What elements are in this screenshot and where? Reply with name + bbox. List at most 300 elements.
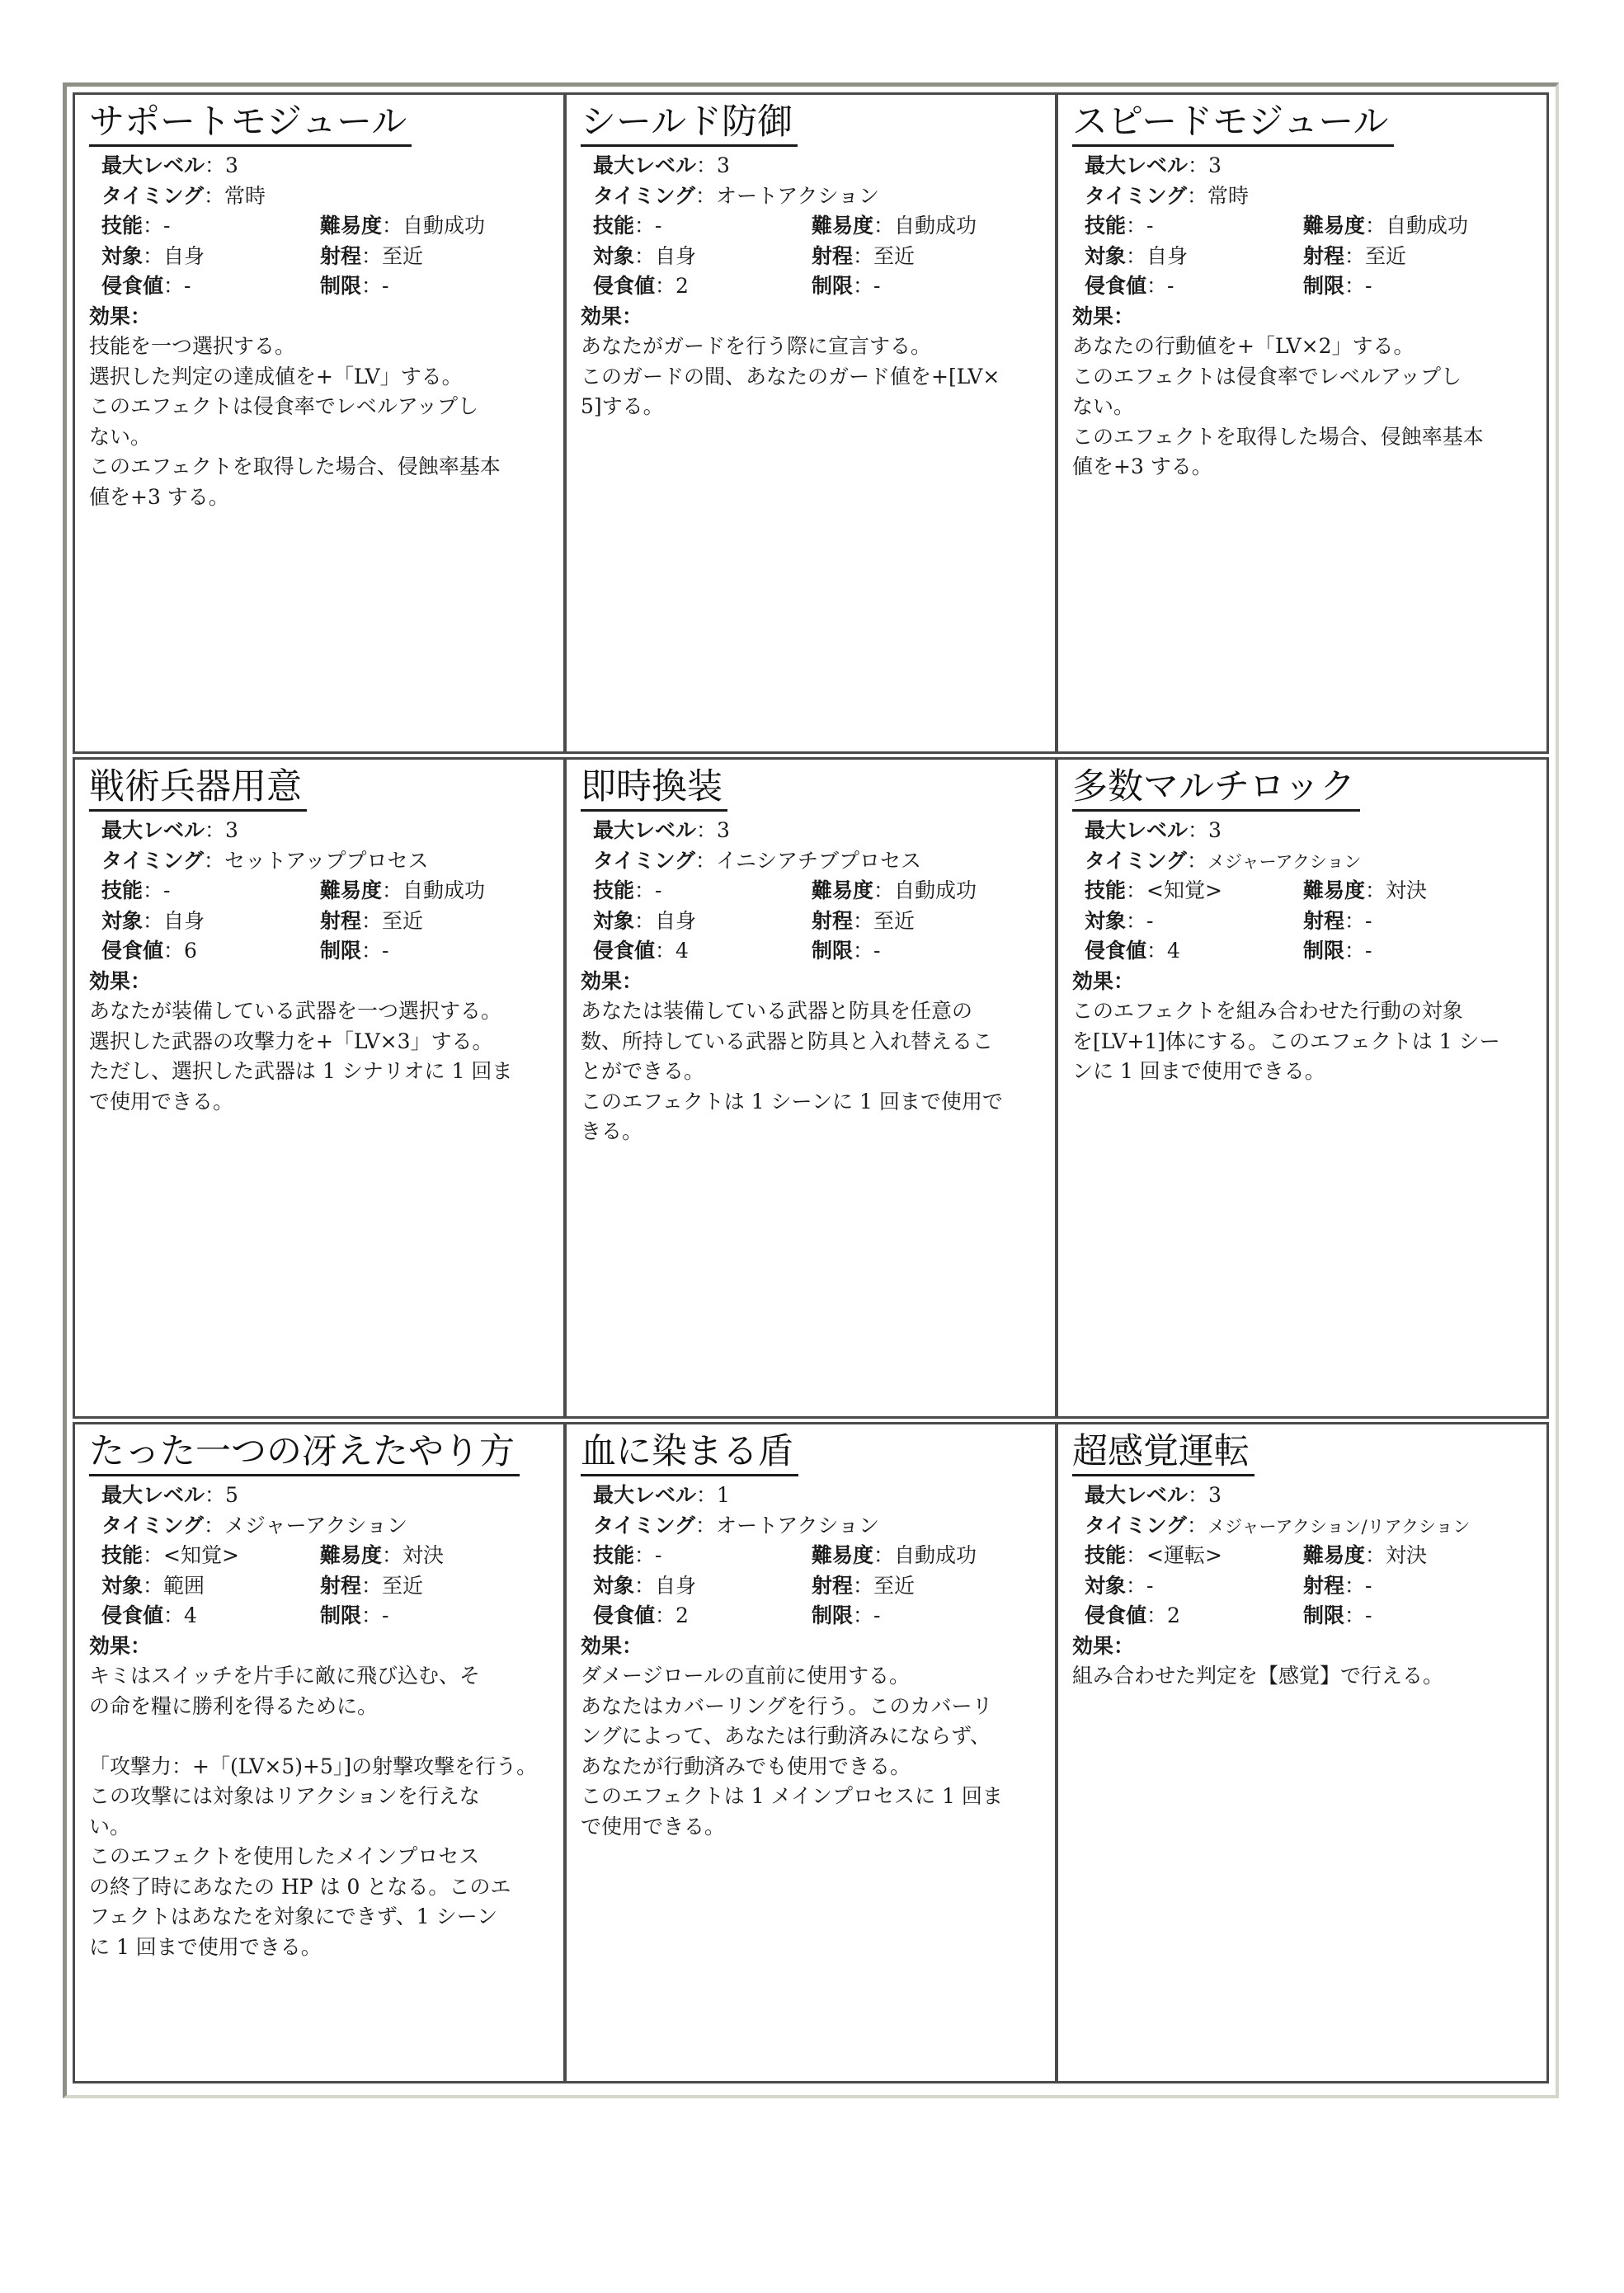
effect-line: 選択した武器の攻撃力を+「LV×3」する。 [89,1029,493,1053]
effect-line: 組み合わせた判定を【感覚】で行える。 [1072,1664,1444,1688]
range-value: 至近 [382,243,424,268]
difficulty-cell [812,1541,977,1571]
card-stats [101,151,547,302]
separator: ： [622,1634,643,1658]
skill-value: <運転> [1146,1543,1222,1567]
card-stats [101,816,547,967]
target-label: 対象 [593,1573,635,1598]
stat-row-timing [101,846,547,877]
separator: ： [1365,1543,1386,1567]
effect-card-7 [73,1422,566,2083]
stat-row-skill [101,211,547,242]
range-value: 至近 [873,908,916,933]
separator: ： [382,1543,403,1567]
erosion-value: 2 [675,1603,689,1627]
card-title: 超感覚運転 [1072,1429,1254,1476]
timing-label: タイミング [101,848,205,873]
max-level-value: 3 [717,818,730,842]
erosion-value: - [1167,274,1174,298]
target-label: 対象 [1085,243,1127,268]
separator: ： [1146,939,1168,963]
separator: ： [853,1573,874,1598]
stat-row-erosion [593,1601,1038,1631]
effect-line: の命を糧に勝利を得るために。 [89,1693,379,1718]
erosion-value: 4 [675,939,689,963]
separator: ： [696,153,718,177]
stat-row-erosion [1085,271,1530,302]
separator: ： [853,274,874,298]
erosion-value: 6 [184,939,197,963]
difficulty-cell [1303,876,1427,906]
range-cell [812,1571,915,1602]
stat-row-timing [593,181,1038,212]
separator: ： [204,183,225,208]
range-cell [812,906,915,937]
range-label: 射程 [812,1573,854,1598]
effect-line: このエフェクトを取得した場合、侵蝕率基本 [1072,424,1484,449]
effect-label-text: 効果 [581,304,623,328]
separator: ： [143,908,164,933]
card-title: シールド防御 [581,100,798,147]
max-level-value: 3 [1208,1483,1222,1507]
limit-label: 制限 [812,274,854,298]
separator: ： [853,1603,874,1627]
limit-value: - [1365,1603,1372,1627]
timing-label: タイミング [593,1513,696,1537]
separator: ： [853,939,874,963]
effect-label-text: 効果 [581,1634,623,1658]
target-label: 対象 [1085,908,1127,933]
skill-value: <知覚> [1146,878,1222,902]
effect-line: この攻撃には対象はリアクションを行えな [89,1784,480,1808]
separator: ： [622,969,643,993]
stat-row-max-level [1085,151,1530,181]
card-title: スピードモジュール [1072,100,1394,147]
separator: ： [695,183,717,208]
separator: ： [634,878,656,902]
limit-cell [1303,936,1372,967]
separator: ： [205,818,226,842]
stat-row-target [101,1571,547,1602]
max-level-value: 3 [225,153,238,177]
stat-row-max-level [101,816,547,846]
separator: ： [1365,214,1386,238]
skill-label: 技能 [101,878,144,902]
effect-line: フェクトはあなたを対象にできず、1 シーン [89,1905,498,1928]
difficulty-cell [320,1541,444,1571]
effect-line: で使用できる。 [89,1089,234,1114]
effect-label-text: 効果 [89,1634,131,1658]
effect-label [1072,967,1134,997]
range-cell [320,906,423,937]
effect-text [1072,332,1536,483]
timing-value: メジャーアクション/リアクション [1207,1516,1471,1537]
difficulty-label: 難易度 [320,878,383,902]
stat-row-target [101,242,547,272]
separator: ： [1187,183,1208,208]
erosion-label: 侵食値 [101,274,164,298]
separator: ： [634,214,656,238]
card-stats [593,1481,1038,1631]
effect-label [1072,1631,1134,1662]
separator: ： [873,1543,895,1567]
skill-label: 技能 [1085,214,1127,238]
target-label: 対象 [593,243,635,268]
separator: ： [163,1603,185,1627]
stat-row-target [1085,1571,1530,1602]
separator: ： [655,939,676,963]
difficulty-cell [812,876,977,906]
stat-row-skill [1085,211,1530,242]
separator: ： [1146,1603,1168,1627]
card-title: サポートモジュール [89,100,412,147]
effect-line: を[LV+1]体にする。このエフェクトは 1 シー [1072,1029,1500,1053]
separator: ： [1126,243,1147,268]
effect-label-text: 効果 [1072,1634,1114,1658]
separator: ： [361,1603,383,1627]
separator: ： [204,848,225,873]
timing-label: タイミング [1085,848,1188,873]
difficulty-cell [320,876,485,906]
separator: ： [1344,908,1366,933]
effect-line: ンに 1 回まで使用できる。 [1072,1059,1325,1083]
stat-row-timing [1085,1511,1530,1542]
range-label: 射程 [1303,908,1345,933]
separator: ： [130,304,152,328]
stat-row-target [593,906,1038,937]
range-cell [1303,906,1372,937]
limit-value: - [1365,939,1372,963]
stat-row-max-level [593,816,1038,846]
separator: ： [1187,848,1208,873]
limit-cell [812,1601,880,1631]
stat-row-erosion [101,1601,547,1631]
effect-label [581,967,643,997]
effect-card-3 [1056,92,1549,754]
card-title: 血に染まる盾 [581,1429,798,1476]
range-label: 射程 [1303,243,1345,268]
effect-line: 5]する。 [581,394,664,418]
range-value: 至近 [873,243,916,268]
limit-label: 制限 [812,1603,854,1627]
erosion-value: 4 [1167,939,1180,963]
timing-value: 常時 [224,183,266,208]
separator: ： [695,1513,717,1537]
max-level-value: 5 [225,1483,238,1507]
separator: ： [382,878,403,902]
effect-line: あなたは装備している武器と防具を任意の [581,999,973,1023]
difficulty-value: 自動成功 [402,214,486,238]
range-cell [320,1571,423,1602]
limit-label: 制限 [1303,939,1345,963]
limit-value: - [382,274,389,298]
effect-line: あなたがガードを行う際に宣言する。 [581,334,932,358]
target-value: - [1146,1573,1154,1598]
separator: ： [696,1483,718,1507]
target-value: 自身 [163,243,205,268]
separator: ： [361,908,383,933]
max-level-label: 最大レベル [593,818,697,842]
stat-row-timing [1085,181,1530,212]
limit-value: - [382,1603,389,1627]
stat-row-erosion [1085,1601,1530,1631]
limit-cell [320,936,388,967]
separator: ： [205,1483,226,1507]
range-label: 射程 [320,1573,362,1598]
separator: ： [1126,214,1147,238]
separator: ： [1344,1603,1366,1627]
limit-value: - [382,939,389,963]
effect-line: あなたはカバーリングを行う。このカバーリ [581,1693,993,1718]
effect-text [1072,1661,1536,1692]
skill-label: 技能 [1085,1543,1127,1567]
effect-line: あなたの行動値を+「LV×2」する。 [1072,334,1415,358]
max-level-label: 最大レベル [593,1483,697,1507]
effect-text [89,332,553,512]
limit-label: 制限 [1303,274,1345,298]
effect-label [89,1631,151,1662]
card-stats [1085,151,1530,302]
range-value: 至近 [1365,243,1407,268]
difficulty-label: 難易度 [1303,878,1366,902]
stat-row-erosion [1085,936,1530,967]
timing-value: イニシアチブプロセス [716,848,922,873]
max-level-value: 3 [225,818,238,842]
max-level-label: 最大レベル [1085,1483,1189,1507]
difficulty-cell [1303,211,1468,242]
timing-label: タイミング [593,183,696,208]
target-value: 自身 [655,243,697,268]
effect-line: い。 [89,1814,131,1839]
difficulty-cell [812,211,977,242]
separator: ： [1188,818,1209,842]
erosion-value: - [184,274,191,298]
separator: ： [382,214,403,238]
card-title: 多数マルチロック [1072,765,1360,812]
effect-label [89,967,151,997]
separator: ： [361,274,383,298]
timing-value: 常時 [1207,183,1250,208]
max-level-value: 3 [717,153,730,177]
separator: ： [696,818,718,842]
limit-cell [812,936,880,967]
stat-row-erosion [101,271,547,302]
effect-line: 値を+3 する。 [89,484,229,509]
stat-row-max-level [1085,816,1530,846]
card-title: 戦術兵器用意 [89,765,307,812]
card-sheet [63,82,1559,2098]
effect-card-8 [564,1422,1057,2083]
limit-value: - [873,274,881,298]
card-title: たった一つの冴えたやり方 [89,1429,520,1476]
effect-card-5 [564,757,1057,1419]
separator: ： [1188,153,1209,177]
range-label: 射程 [1303,1573,1345,1598]
card-title: 即時換装 [581,765,727,812]
card-stats [101,1481,547,1631]
separator: ： [130,969,152,993]
skill-value: - [655,878,662,902]
max-level-value: 1 [717,1483,730,1507]
effect-text [581,996,1044,1147]
separator: ： [1187,1513,1208,1537]
stat-row-timing [593,846,1038,877]
effect-line: このエフェクトを取得した場合、侵蝕率基本 [89,454,501,478]
separator: ： [1188,1483,1209,1507]
separator: ： [143,1543,164,1567]
effect-line: 数、所持している武器と防具と入れ替えるこ [581,1029,994,1053]
limit-value: - [873,939,881,963]
range-label: 射程 [320,243,362,268]
card-stats [1085,816,1530,967]
max-level-label: 最大レベル [101,1483,205,1507]
max-level-label: 最大レベル [101,153,205,177]
effect-line: このガードの間、あなたのガード値を+[LV× [581,364,1000,388]
separator: ： [1126,1543,1147,1567]
card-stats [593,151,1038,302]
skill-label: 技能 [593,878,635,902]
separator: ： [143,1573,164,1598]
max-level-label: 最大レベル [1085,153,1189,177]
erosion-label: 侵食値 [593,274,656,298]
effect-label-text: 効果 [89,969,131,993]
target-label: 対象 [101,243,144,268]
target-value: - [1146,908,1154,933]
effect-line: このエフェクトを組み合わせた行動の対象 [1072,999,1463,1023]
difficulty-cell [320,211,485,242]
limit-cell [1303,271,1372,302]
target-label: 対象 [1085,1573,1127,1598]
effect-line: ない。 [1072,394,1135,418]
timing-value: メジャーアクション [1207,851,1362,872]
separator: ： [143,878,164,902]
target-value: 自身 [655,1573,697,1598]
skill-label: 技能 [1085,878,1127,902]
effect-card-9 [1056,1422,1549,2083]
stat-row-max-level [101,151,547,181]
range-value: 至近 [382,908,424,933]
stat-row-timing [101,181,547,212]
erosion-label: 侵食値 [1085,1603,1147,1627]
separator: ： [873,878,895,902]
skill-label: 技能 [593,214,635,238]
stat-row-timing [1085,846,1530,877]
card-stats [1085,1481,1530,1631]
effect-text [581,332,1044,422]
effect-text [89,1661,553,1962]
limit-cell [812,271,880,302]
difficulty-label: 難易度 [812,214,874,238]
separator: ： [1344,243,1366,268]
effect-text [1072,996,1536,1087]
separator: ： [204,1513,225,1537]
effect-card-6 [1056,757,1549,1419]
separator: ： [1146,274,1168,298]
range-cell [812,242,915,272]
limit-cell [1303,1601,1372,1631]
effect-line: ただし、選択した武器は 1 シナリオに 1 回ま [89,1059,513,1083]
target-label: 対象 [101,1573,144,1598]
erosion-value: 2 [675,274,689,298]
separator: ： [1344,274,1366,298]
erosion-label: 侵食値 [593,939,656,963]
max-level-label: 最大レベル [1085,818,1189,842]
separator: ： [163,939,185,963]
max-level-label: 最大レベル [593,153,697,177]
difficulty-value: 自動成功 [894,214,977,238]
limit-value: - [1365,274,1372,298]
stat-row-max-level [1085,1481,1530,1511]
stat-row-target [593,1571,1038,1602]
stat-row-erosion [593,936,1038,967]
stat-row-skill [593,876,1038,906]
erosion-label: 侵食値 [593,1603,656,1627]
separator: ： [853,908,874,933]
separator: ： [1126,878,1147,902]
effect-label-text: 効果 [581,969,623,993]
effect-line: キミはスイッチを片手に敵に飛び込む、そ [89,1664,481,1688]
effect-label [581,1631,643,1662]
stat-row-target [101,906,547,937]
separator: ： [1344,939,1366,963]
target-label: 対象 [593,908,635,933]
effect-line: このエフェクトは 1 メインプロセスに 1 回ま [581,1784,1003,1808]
skill-value: <知覚> [163,1543,239,1567]
effect-line: ない。 [89,424,152,449]
timing-value: オートアクション [716,1513,880,1537]
stat-row-max-level [101,1481,547,1511]
erosion-label: 侵食値 [101,939,164,963]
separator: ： [143,214,164,238]
separator: ： [361,1573,383,1598]
difficulty-value: 対決 [402,1543,445,1567]
effect-card-2 [564,92,1057,754]
difficulty-value: 自動成功 [894,1543,977,1567]
effect-line: ダメージロールの直前に使用する。 [581,1664,911,1688]
stat-row-target [1085,242,1530,272]
difficulty-label: 難易度 [812,878,874,902]
skill-value: - [1146,214,1154,238]
skill-label: 技能 [593,1543,635,1567]
stat-row-target [593,242,1038,272]
stat-row-timing [101,1511,547,1542]
erosion-value: 2 [1167,1603,1180,1627]
difficulty-label: 難易度 [320,1543,383,1567]
skill-label: 技能 [101,214,144,238]
separator: ： [1365,878,1386,902]
separator: ： [1113,969,1135,993]
target-value: 自身 [655,908,697,933]
effect-line: あなたが行動済みでも使用できる。 [581,1754,911,1778]
effect-line: 技能を一つ選択する。 [89,334,296,358]
separator: ： [695,848,717,873]
effect-line: の終了時にあなたの HP は 0 となる。このエ [89,1874,511,1899]
effect-line [89,1721,553,1752]
stat-row-skill [593,1541,1038,1571]
timing-label: タイミング [101,183,205,208]
max-level-value: 3 [1208,818,1222,842]
range-cell [320,242,423,272]
effect-line: 値を+3 する。 [1072,454,1212,478]
timing-label: タイミング [1085,1513,1188,1537]
timing-label: タイミング [1085,183,1188,208]
skill-value: - [163,214,171,238]
separator: ： [634,908,656,933]
target-label: 対象 [101,908,144,933]
separator: ： [361,243,383,268]
separator: ： [622,304,643,328]
card-stats [593,816,1038,967]
